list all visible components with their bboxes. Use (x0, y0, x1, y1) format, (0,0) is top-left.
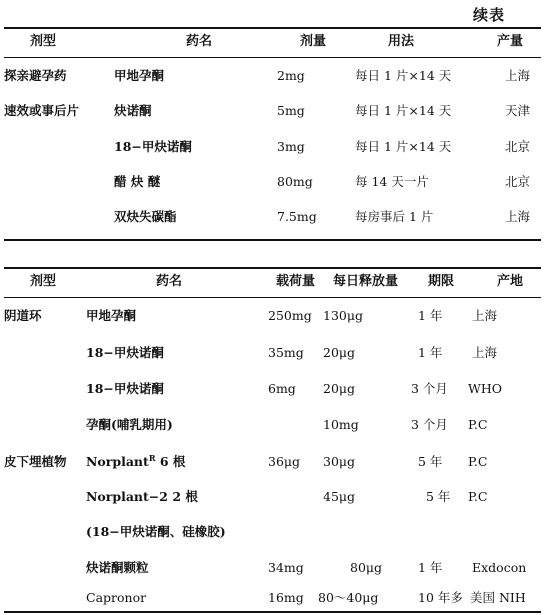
origin: P.C (468, 489, 488, 504)
period: 10 年多 (418, 590, 463, 605)
drug-name (86, 454, 185, 470)
drug-name-base: Norplant (86, 454, 149, 469)
table2-top-rule (4, 267, 541, 269)
origin: P.C (468, 454, 488, 469)
registered-mark: R (148, 452, 156, 463)
period: 3 个月 (411, 417, 448, 432)
usage: 每 14 天一片 (355, 174, 429, 189)
dose: 7.5mg (277, 209, 317, 224)
period: 1 年 (418, 345, 443, 360)
drug-name: (18−甲炔诺酮、硅橡胶) (86, 524, 226, 539)
load: 6mg (268, 381, 296, 396)
origin: 天津 (505, 103, 531, 118)
release: 20μg (323, 381, 356, 396)
origin: 上海 (505, 68, 531, 83)
dose: 2mg (277, 68, 305, 83)
table2-header-drug: 药名 (156, 274, 183, 289)
table2-header-rule (4, 297, 541, 298)
dosage-form: 皮下埋植物 (4, 454, 67, 469)
release: 80μg (350, 560, 383, 575)
origin: 北京 (505, 139, 531, 154)
origin: 美国 NIH (470, 590, 526, 605)
table1-header-dose: 剂量 (300, 34, 327, 49)
continued-label: 续表 (473, 6, 506, 24)
origin: 上海 (505, 209, 531, 224)
origin: Exdocon (472, 560, 527, 575)
table1-top-rule (4, 27, 541, 29)
drug-name: Norplant−2 2 根 (86, 489, 198, 504)
table1-bottom-rule (4, 239, 541, 241)
release: 10mg (323, 417, 359, 432)
table1-header-usage: 用法 (388, 34, 415, 49)
usage: 每日 1 片×14 天 (355, 68, 452, 83)
dose: 5mg (277, 103, 305, 118)
period: 5 年 (426, 489, 451, 504)
drug-name-suffix: 6 根 (155, 454, 186, 469)
origin: 上海 (472, 308, 498, 323)
load: 36μg (268, 454, 301, 469)
period: 5 年 (418, 454, 443, 469)
drug-name: 醋 炔 醚 (114, 174, 161, 189)
drug-name: 炔诺酮 (114, 103, 152, 118)
origin: P.C (468, 417, 488, 432)
load: 34mg (268, 560, 304, 575)
drug-name: 双炔失碳酯 (114, 209, 177, 224)
dose: 3mg (277, 139, 305, 154)
drug-name: 18−甲炔诺酮 (86, 345, 164, 360)
table1-category-2: 速效或事后片 (4, 103, 80, 118)
release: 130μg (323, 308, 363, 323)
drug-name: 18−甲炔诺酮 (86, 381, 164, 396)
table1-header-drug: 药名 (186, 34, 213, 49)
table2-header-release: 每日释放量 (333, 274, 399, 289)
table2-header-origin: 产地 (497, 274, 524, 289)
table1-header-origin: 产量 (497, 34, 524, 49)
table1-category-1: 探亲避孕药 (4, 68, 67, 83)
drug-name: 甲地孕酮 (114, 68, 165, 83)
origin: 上海 (472, 345, 498, 360)
period: 3 个月 (411, 381, 448, 396)
usage: 每房事后 1 片 (355, 209, 434, 224)
release: 45μg (323, 489, 356, 504)
load: 16mg (268, 590, 304, 605)
dosage-form: 阴道环 (4, 308, 42, 323)
table2-header-load: 载荷量 (276, 274, 316, 289)
table1-header-type: 剂型 (30, 34, 57, 49)
drug-name: Capronor (86, 590, 147, 605)
origin: WHO (468, 381, 502, 396)
drug-name: 炔诺酮颗粒 (86, 560, 149, 575)
period: 1 年 (418, 308, 443, 323)
usage: 每日 1 片×14 天 (355, 139, 452, 154)
table1-header-rule (4, 57, 541, 58)
table2-header-type: 剂型 (30, 274, 57, 289)
release: 30μg (323, 454, 356, 469)
drug-name: 孕酮(哺乳期用) (86, 417, 173, 432)
table2-header-period: 期限 (428, 274, 455, 289)
usage: 每日 1 片×14 天 (355, 103, 452, 118)
load: 250mg (268, 308, 312, 323)
load: 35mg (268, 345, 304, 360)
period: 1 年 (418, 560, 443, 575)
release: 80～40μg (318, 590, 379, 605)
dose: 80mg (277, 174, 313, 189)
drug-name: 甲地孕酮 (86, 308, 137, 323)
drug-name: 18−甲炔诺酮 (114, 139, 192, 154)
table2-bottom-rule (4, 611, 541, 613)
release: 20μg (323, 345, 356, 360)
origin: 北京 (505, 174, 531, 189)
